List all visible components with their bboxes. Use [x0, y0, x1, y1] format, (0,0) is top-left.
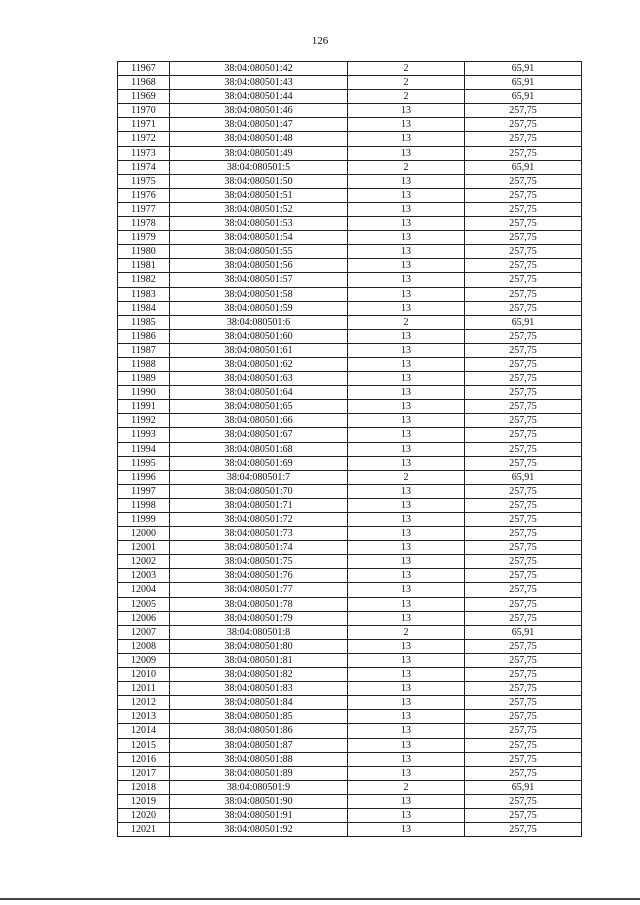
table-row [118, 724, 582, 738]
row-number-cell: 11993 [118, 428, 170, 442]
value-cell: 257,75 [465, 104, 582, 118]
value-cell: 257,75 [465, 343, 582, 357]
value-cell: 257,75 [465, 527, 582, 541]
value-cell: 257,75 [465, 231, 582, 245]
value-cell: 257,75 [465, 400, 582, 414]
value-cell: 65,91 [465, 625, 582, 639]
table-row [118, 231, 582, 245]
table-row [118, 414, 582, 428]
row-number-cell: 11978 [118, 217, 170, 231]
value-cell: 257,75 [465, 146, 582, 160]
row-number-cell: 11967 [118, 62, 170, 76]
value-cell: 257,75 [465, 174, 582, 188]
value-cell: 257,75 [465, 766, 582, 780]
cadastral-number-cell: 38:04:080501:9 [170, 780, 348, 794]
cadastral-number-cell: 38:04:080501:52 [170, 202, 348, 216]
cadastral-number-cell: 38:04:080501:47 [170, 118, 348, 132]
quantity-cell: 13 [348, 343, 465, 357]
quantity-cell: 13 [348, 724, 465, 738]
cadastral-number-cell: 38:04:080501:43 [170, 76, 348, 90]
value-cell: 257,75 [465, 555, 582, 569]
quantity-cell: 13 [348, 597, 465, 611]
cadastral-number-cell: 38:04:080501:44 [170, 90, 348, 104]
value-cell: 257,75 [465, 202, 582, 216]
value-cell: 257,75 [465, 456, 582, 470]
table-row [118, 710, 582, 724]
quantity-cell: 13 [348, 273, 465, 287]
table-row [118, 738, 582, 752]
table-row [118, 597, 582, 611]
row-number-cell: 11976 [118, 188, 170, 202]
quantity-cell: 13 [348, 527, 465, 541]
table-row [118, 132, 582, 146]
quantity-cell: 13 [348, 104, 465, 118]
value-cell: 257,75 [465, 428, 582, 442]
cadastral-number-cell: 38:04:080501:91 [170, 808, 348, 822]
table-row [118, 639, 582, 653]
quantity-cell: 13 [348, 414, 465, 428]
value-cell: 257,75 [465, 724, 582, 738]
quantity-cell: 13 [348, 823, 465, 837]
cadastral-number-cell: 38:04:080501:68 [170, 442, 348, 456]
cadastral-number-cell: 38:04:080501:89 [170, 766, 348, 780]
value-cell: 257,75 [465, 569, 582, 583]
row-number-cell: 11972 [118, 132, 170, 146]
value-cell: 65,91 [465, 62, 582, 76]
quantity-cell: 13 [348, 386, 465, 400]
value-cell: 257,75 [465, 188, 582, 202]
cadastral-number-cell: 38:04:080501:83 [170, 682, 348, 696]
table-row [118, 118, 582, 132]
cadastral-number-cell: 38:04:080501:90 [170, 794, 348, 808]
cadastral-number-cell: 38:04:080501:5 [170, 160, 348, 174]
table-row [118, 400, 582, 414]
cadastral-number-cell: 38:04:080501:64 [170, 386, 348, 400]
cadastral-number-cell: 38:04:080501:58 [170, 287, 348, 301]
table-row [118, 780, 582, 794]
quantity-cell: 13 [348, 752, 465, 766]
row-number-cell: 12012 [118, 696, 170, 710]
quantity-cell: 13 [348, 146, 465, 160]
value-cell: 257,75 [465, 611, 582, 625]
value-cell: 257,75 [465, 752, 582, 766]
table-row [118, 202, 582, 216]
value-cell: 65,91 [465, 780, 582, 794]
cadastral-number-cell: 38:04:080501:65 [170, 400, 348, 414]
table-row [118, 287, 582, 301]
table-row [118, 217, 582, 231]
quantity-cell: 13 [348, 301, 465, 315]
row-number-cell: 11980 [118, 245, 170, 259]
value-cell: 257,75 [465, 329, 582, 343]
row-number-cell: 11990 [118, 386, 170, 400]
value-cell: 257,75 [465, 259, 582, 273]
page-number: 126 [311, 35, 329, 47]
quantity-cell: 2 [348, 470, 465, 484]
cadastral-number-cell: 38:04:080501:87 [170, 738, 348, 752]
value-cell: 257,75 [465, 273, 582, 287]
cadastral-number-cell: 38:04:080501:56 [170, 259, 348, 273]
table-row [118, 62, 582, 76]
row-number-cell: 12005 [118, 597, 170, 611]
cadastral-number-cell: 38:04:080501:62 [170, 357, 348, 371]
value-cell: 257,75 [465, 823, 582, 837]
table-row [118, 456, 582, 470]
table-row [118, 372, 582, 386]
cadastral-number-cell: 38:04:080501:46 [170, 104, 348, 118]
row-number-cell: 12014 [118, 724, 170, 738]
value-cell: 257,75 [465, 498, 582, 512]
cadastral-number-cell: 38:04:080501:69 [170, 456, 348, 470]
value-cell: 257,75 [465, 118, 582, 132]
quantity-cell: 13 [348, 738, 465, 752]
quantity-cell: 13 [348, 202, 465, 216]
table-row [118, 527, 582, 541]
row-number-cell: 12000 [118, 527, 170, 541]
table-row [118, 273, 582, 287]
cadastral-number-cell: 38:04:080501:86 [170, 724, 348, 738]
table-row [118, 301, 582, 315]
cadastral-number-cell: 38:04:080501:66 [170, 414, 348, 428]
table-row [118, 160, 582, 174]
row-number-cell: 11988 [118, 357, 170, 371]
value-cell: 257,75 [465, 794, 582, 808]
table-row [118, 513, 582, 527]
quantity-cell: 13 [348, 696, 465, 710]
row-number-cell: 12002 [118, 555, 170, 569]
quantity-cell: 13 [348, 639, 465, 653]
cadastral-number-cell: 38:04:080501:8 [170, 625, 348, 639]
quantity-cell: 13 [348, 766, 465, 780]
quantity-cell: 13 [348, 442, 465, 456]
table-row [118, 766, 582, 780]
table-row [118, 484, 582, 498]
table-row [118, 329, 582, 343]
cadastral-number-cell: 38:04:080501:55 [170, 245, 348, 259]
quantity-cell: 13 [348, 231, 465, 245]
value-cell: 257,75 [465, 583, 582, 597]
row-number-cell: 11991 [118, 400, 170, 414]
table-row [118, 555, 582, 569]
quantity-cell: 2 [348, 62, 465, 76]
value-cell: 257,75 [465, 738, 582, 752]
table-row [118, 752, 582, 766]
cadastral-number-cell: 38:04:080501:72 [170, 513, 348, 527]
quantity-cell: 13 [348, 513, 465, 527]
cadastral-number-cell: 38:04:080501:74 [170, 541, 348, 555]
quantity-cell: 13 [348, 357, 465, 371]
row-number-cell: 11979 [118, 231, 170, 245]
table-row [118, 611, 582, 625]
row-number-cell: 11995 [118, 456, 170, 470]
cadastral-number-cell: 38:04:080501:85 [170, 710, 348, 724]
value-cell: 65,91 [465, 160, 582, 174]
value-cell: 257,75 [465, 668, 582, 682]
cadastral-number-cell: 38:04:080501:7 [170, 470, 348, 484]
cadastral-number-cell: 38:04:080501:71 [170, 498, 348, 512]
value-cell: 257,75 [465, 541, 582, 555]
row-number-cell: 12007 [118, 625, 170, 639]
quantity-cell: 13 [348, 372, 465, 386]
row-number-cell: 11992 [118, 414, 170, 428]
quantity-cell: 2 [348, 780, 465, 794]
row-number-cell: 12013 [118, 710, 170, 724]
row-number-cell: 11994 [118, 442, 170, 456]
cadastral-number-cell: 38:04:080501:59 [170, 301, 348, 315]
cadastral-number-cell: 38:04:080501:73 [170, 527, 348, 541]
row-number-cell: 12006 [118, 611, 170, 625]
value-cell: 257,75 [465, 639, 582, 653]
row-number-cell: 12019 [118, 794, 170, 808]
table-row [118, 823, 582, 837]
quantity-cell: 2 [348, 160, 465, 174]
cadastral-number-cell: 38:04:080501:76 [170, 569, 348, 583]
table-row [118, 90, 582, 104]
table-row [118, 569, 582, 583]
value-cell: 257,75 [465, 484, 582, 498]
cadastral-number-cell: 38:04:080501:88 [170, 752, 348, 766]
data-table [117, 61, 582, 837]
cadastral-number-cell: 38:04:080501:82 [170, 668, 348, 682]
value-cell: 257,75 [465, 132, 582, 146]
value-cell: 65,91 [465, 76, 582, 90]
row-number-cell: 11968 [118, 76, 170, 90]
quantity-cell: 13 [348, 541, 465, 555]
value-cell: 257,75 [465, 442, 582, 456]
row-number-cell: 12010 [118, 668, 170, 682]
table-row [118, 357, 582, 371]
table-row [118, 653, 582, 667]
quantity-cell: 2 [348, 90, 465, 104]
value-cell: 257,75 [465, 682, 582, 696]
quantity-cell: 13 [348, 118, 465, 132]
row-number-cell: 11987 [118, 343, 170, 357]
row-number-cell: 12001 [118, 541, 170, 555]
quantity-cell: 2 [348, 625, 465, 639]
row-number-cell: 12016 [118, 752, 170, 766]
quantity-cell: 2 [348, 315, 465, 329]
table-body [118, 62, 582, 837]
table-row [118, 470, 582, 484]
quantity-cell: 13 [348, 259, 465, 273]
row-number-cell: 11983 [118, 287, 170, 301]
table-row [118, 794, 582, 808]
table-row [118, 76, 582, 90]
row-number-cell: 11997 [118, 484, 170, 498]
value-cell: 257,75 [465, 414, 582, 428]
cadastral-number-cell: 38:04:080501:50 [170, 174, 348, 188]
cadastral-number-cell: 38:04:080501:51 [170, 188, 348, 202]
quantity-cell: 13 [348, 287, 465, 301]
row-number-cell: 12008 [118, 639, 170, 653]
cadastral-number-cell: 38:04:080501:84 [170, 696, 348, 710]
row-number-cell: 11998 [118, 498, 170, 512]
table-row [118, 668, 582, 682]
value-cell: 257,75 [465, 217, 582, 231]
value-cell: 257,75 [465, 357, 582, 371]
cadastral-number-cell: 38:04:080501:49 [170, 146, 348, 160]
table-row [118, 808, 582, 822]
quantity-cell: 13 [348, 132, 465, 146]
row-number-cell: 11974 [118, 160, 170, 174]
value-cell: 257,75 [465, 301, 582, 315]
quantity-cell: 13 [348, 653, 465, 667]
cadastral-number-cell: 38:04:080501:61 [170, 343, 348, 357]
row-number-cell: 11984 [118, 301, 170, 315]
quantity-cell: 13 [348, 611, 465, 625]
quantity-cell: 13 [348, 583, 465, 597]
row-number-cell: 12003 [118, 569, 170, 583]
cadastral-number-cell: 38:04:080501:79 [170, 611, 348, 625]
table-row [118, 442, 582, 456]
value-cell: 65,91 [465, 90, 582, 104]
row-number-cell: 12017 [118, 766, 170, 780]
value-cell: 257,75 [465, 287, 582, 301]
value-cell: 65,91 [465, 470, 582, 484]
quantity-cell: 13 [348, 400, 465, 414]
table-row [118, 386, 582, 400]
value-cell: 257,75 [465, 245, 582, 259]
cadastral-number-cell: 38:04:080501:77 [170, 583, 348, 597]
table-row [118, 696, 582, 710]
cadastral-number-cell: 38:04:080501:60 [170, 329, 348, 343]
table-row [118, 428, 582, 442]
quantity-cell: 13 [348, 329, 465, 343]
row-number-cell: 11971 [118, 118, 170, 132]
row-number-cell: 11970 [118, 104, 170, 118]
table-row [118, 682, 582, 696]
table-row [118, 625, 582, 639]
row-number-cell: 11975 [118, 174, 170, 188]
row-number-cell: 11969 [118, 90, 170, 104]
quantity-cell: 13 [348, 428, 465, 442]
table-row [118, 498, 582, 512]
quantity-cell: 13 [348, 498, 465, 512]
row-number-cell: 12011 [118, 682, 170, 696]
row-number-cell: 11989 [118, 372, 170, 386]
row-number-cell: 12015 [118, 738, 170, 752]
row-number-cell: 12021 [118, 823, 170, 837]
cadastral-number-cell: 38:04:080501:92 [170, 823, 348, 837]
cadastral-number-cell: 38:04:080501:80 [170, 639, 348, 653]
value-cell: 257,75 [465, 653, 582, 667]
page-bottom-edge [0, 898, 640, 900]
table-row [118, 174, 582, 188]
value-cell: 257,75 [465, 808, 582, 822]
row-number-cell: 11982 [118, 273, 170, 287]
quantity-cell: 13 [348, 668, 465, 682]
table-row [118, 146, 582, 160]
quantity-cell: 13 [348, 174, 465, 188]
row-number-cell: 12009 [118, 653, 170, 667]
cadastral-number-cell: 38:04:080501:78 [170, 597, 348, 611]
cadastral-number-cell: 38:04:080501:42 [170, 62, 348, 76]
quantity-cell: 13 [348, 569, 465, 583]
table-row [118, 343, 582, 357]
cadastral-number-cell: 38:04:080501:70 [170, 484, 348, 498]
row-number-cell: 11996 [118, 470, 170, 484]
quantity-cell: 13 [348, 710, 465, 724]
row-number-cell: 11985 [118, 315, 170, 329]
quantity-cell: 13 [348, 217, 465, 231]
quantity-cell: 13 [348, 555, 465, 569]
row-number-cell: 12020 [118, 808, 170, 822]
quantity-cell: 13 [348, 808, 465, 822]
cadastral-number-cell: 38:04:080501:67 [170, 428, 348, 442]
table-row [118, 315, 582, 329]
value-cell: 65,91 [465, 315, 582, 329]
table-row [118, 245, 582, 259]
row-number-cell: 12018 [118, 780, 170, 794]
quantity-cell: 13 [348, 682, 465, 696]
table-row [118, 259, 582, 273]
cadastral-number-cell: 38:04:080501:81 [170, 653, 348, 667]
value-cell: 257,75 [465, 597, 582, 611]
table-row [118, 583, 582, 597]
cadastral-number-cell: 38:04:080501:6 [170, 315, 348, 329]
row-number-cell: 11999 [118, 513, 170, 527]
row-number-cell: 11986 [118, 329, 170, 343]
quantity-cell: 13 [348, 484, 465, 498]
table-row [118, 104, 582, 118]
row-number-cell: 11977 [118, 202, 170, 216]
value-cell: 257,75 [465, 710, 582, 724]
cadastral-number-cell: 38:04:080501:75 [170, 555, 348, 569]
quantity-cell: 13 [348, 188, 465, 202]
quantity-cell: 13 [348, 794, 465, 808]
value-cell: 257,75 [465, 372, 582, 386]
cadastral-number-cell: 38:04:080501:48 [170, 132, 348, 146]
quantity-cell: 13 [348, 456, 465, 470]
quantity-cell: 2 [348, 76, 465, 90]
cadastral-number-cell: 38:04:080501:63 [170, 372, 348, 386]
table-row [118, 541, 582, 555]
cadastral-number-cell: 38:04:080501:53 [170, 217, 348, 231]
cadastral-number-cell: 38:04:080501:54 [170, 231, 348, 245]
cadastral-number-cell: 38:04:080501:57 [170, 273, 348, 287]
value-cell: 257,75 [465, 513, 582, 527]
quantity-cell: 13 [348, 245, 465, 259]
row-number-cell: 11981 [118, 259, 170, 273]
table-row [118, 188, 582, 202]
value-cell: 257,75 [465, 696, 582, 710]
row-number-cell: 11973 [118, 146, 170, 160]
value-cell: 257,75 [465, 386, 582, 400]
row-number-cell: 12004 [118, 583, 170, 597]
